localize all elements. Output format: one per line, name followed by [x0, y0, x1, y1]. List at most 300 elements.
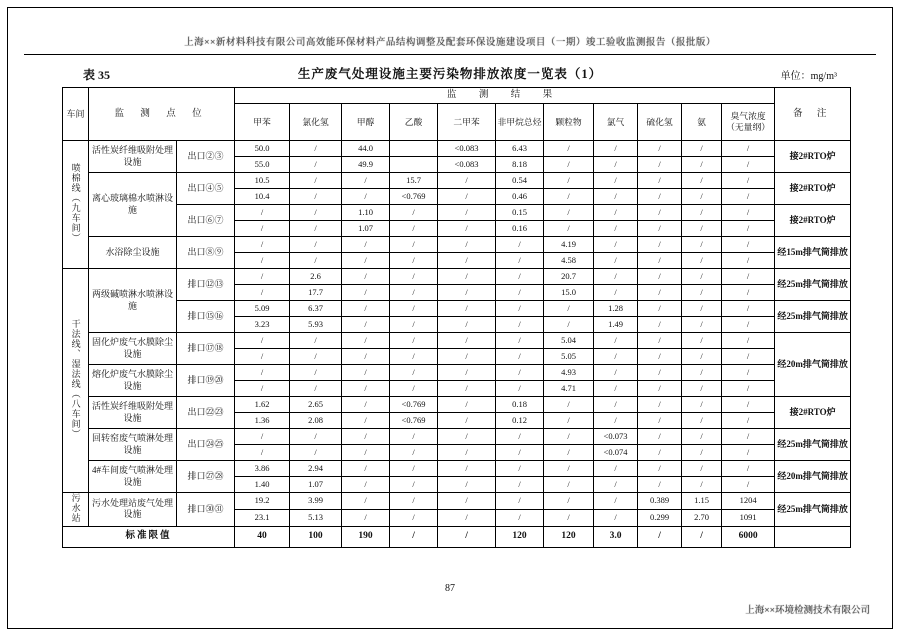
value-cell: /: [638, 461, 682, 477]
value-cell: /: [290, 157, 342, 173]
value-cell: /: [682, 253, 722, 269]
value-cell: /: [722, 189, 775, 205]
value-cell: /: [342, 317, 390, 333]
value-cell: /: [342, 349, 390, 365]
outlet-cell: 排口⑰⑱: [177, 333, 235, 365]
value-cell: /: [390, 269, 438, 285]
value-cell: /: [638, 381, 682, 397]
value-cell: /: [722, 365, 775, 381]
value-cell: /: [682, 317, 722, 333]
value-cell: /: [290, 221, 342, 237]
remark-cell: 经25m排气筒排放: [775, 429, 851, 461]
value-cell: /: [496, 349, 544, 365]
value-cell: /: [290, 445, 342, 461]
value-cell: <0.769: [390, 189, 438, 205]
value-cell: /: [390, 381, 438, 397]
value-cell: /: [682, 141, 722, 157]
value-cell: /: [342, 397, 390, 413]
outlet-cell: 排口㉚㉛: [177, 493, 235, 527]
value-cell: 1204: [722, 493, 775, 510]
pollutant-header-particulate: 颗粒物: [544, 104, 594, 141]
value-cell: /: [496, 445, 544, 461]
page-number: 87: [445, 583, 455, 594]
value-cell: /: [722, 429, 775, 445]
value-cell: /: [290, 189, 342, 205]
value-cell: /: [638, 349, 682, 365]
value-cell: 0.16: [496, 221, 544, 237]
value-cell: /: [682, 461, 722, 477]
value-cell: /: [390, 477, 438, 493]
workshop-cell: [63, 269, 89, 493]
value-cell: /: [235, 333, 290, 349]
value-cell: [390, 141, 438, 157]
value-cell: /: [722, 253, 775, 269]
table-head: [63, 88, 851, 141]
value-cell: /: [722, 381, 775, 397]
value-cell: /: [638, 141, 682, 157]
value-cell: /: [722, 285, 775, 301]
value-cell: /: [438, 333, 496, 349]
value-cell: /: [438, 205, 496, 221]
value-cell: /: [722, 141, 775, 157]
table-row: [63, 237, 851, 253]
value-cell: [390, 157, 438, 173]
limit-value: 3.0: [594, 526, 638, 547]
table-body: [63, 141, 851, 527]
value-cell: /: [438, 397, 496, 413]
value-cell: /: [544, 157, 594, 173]
value-cell: /: [438, 269, 496, 285]
value-cell: /: [594, 493, 638, 510]
value-cell: /: [544, 397, 594, 413]
limit-value: 100: [290, 526, 342, 547]
value-cell: /: [438, 301, 496, 317]
value-cell: /: [638, 189, 682, 205]
value-cell: /: [594, 509, 638, 526]
value-cell: /: [496, 317, 544, 333]
value-cell: 2.08: [290, 413, 342, 429]
value-cell: 1.40: [235, 477, 290, 493]
value-cell: 44.0: [342, 141, 390, 157]
value-cell: /: [438, 221, 496, 237]
value-cell: /: [235, 269, 290, 285]
remark-cell: 经25m排气筒排放: [775, 301, 851, 333]
pollutant-header-nmhc: 非甲烷总烃: [496, 104, 544, 141]
value-cell: 1.15: [682, 493, 722, 510]
value-cell: /: [496, 237, 544, 253]
workshop-cell: [63, 493, 89, 527]
value-cell: /: [544, 413, 594, 429]
table-row: [63, 397, 851, 413]
remark-cell: 接2#RTO炉: [775, 173, 851, 205]
value-cell: /: [594, 253, 638, 269]
value-cell: /: [290, 173, 342, 189]
value-cell: /: [594, 157, 638, 173]
value-cell: /: [544, 317, 594, 333]
value-cell: /: [342, 445, 390, 461]
pollutant-header-xylene: 二甲苯: [438, 104, 496, 141]
device-cell: 离心玻璃棉水喷淋设施: [89, 173, 177, 237]
value-cell: /: [638, 301, 682, 317]
pollutant-header-odor: 臭气浓度（无量纲）: [722, 104, 775, 141]
value-cell: /: [290, 253, 342, 269]
limit-value: 120: [544, 526, 594, 547]
value-cell: /: [496, 509, 544, 526]
remark-column-header: 备 注: [775, 88, 851, 141]
value-cell: /: [438, 429, 496, 445]
value-cell: /: [682, 365, 722, 381]
header-row-1: [63, 88, 851, 104]
value-cell: /: [722, 301, 775, 317]
page-border: [7, 7, 893, 629]
monitor-point-header: 监 测 点 位: [89, 88, 235, 141]
value-cell: /: [342, 301, 390, 317]
document-header: 上海××新材料科技有限公司高效能环保材料产品结构调整及配套环保设施建设项目（一期）竣工验收监测报告（报批版）: [184, 38, 716, 48]
value-cell: /: [544, 493, 594, 510]
limit-value: /: [682, 526, 722, 547]
value-cell: /: [342, 413, 390, 429]
value-cell: 2.6: [290, 269, 342, 285]
value-cell: /: [342, 173, 390, 189]
value-cell: /: [544, 189, 594, 205]
value-cell: /: [682, 349, 722, 365]
value-cell: /: [638, 365, 682, 381]
pollutant-header-ammonia: 氨: [682, 104, 722, 141]
value-cell: /: [544, 221, 594, 237]
value-cell: /: [638, 221, 682, 237]
value-cell: /: [722, 205, 775, 221]
emission-table: [62, 87, 851, 548]
limit-value: 6000: [722, 526, 775, 547]
value-cell: 15.0: [544, 285, 594, 301]
value-cell: /: [682, 413, 722, 429]
value-cell: /: [342, 461, 390, 477]
value-cell: /: [722, 397, 775, 413]
remark-cell: 经15m排气筒排放: [775, 237, 851, 269]
outlet-cell: 出口②③: [177, 141, 235, 173]
limit-value: 120: [496, 526, 544, 547]
value-cell: /: [438, 461, 496, 477]
value-cell: 5.93: [290, 317, 342, 333]
workshop-column-header: 车间: [63, 88, 89, 141]
value-cell: /: [638, 429, 682, 445]
table-row: [63, 301, 851, 317]
value-cell: 1.49: [594, 317, 638, 333]
value-cell: /: [235, 381, 290, 397]
value-cell: /: [544, 141, 594, 157]
value-cell: 10.4: [235, 189, 290, 205]
pollutant-header-hcl: 氯化氢: [290, 104, 342, 141]
value-cell: /: [235, 429, 290, 445]
limit-value: /: [638, 526, 682, 547]
value-cell: 6.43: [496, 141, 544, 157]
outlet-cell: 排口⑲⑳: [177, 365, 235, 397]
value-cell: /: [235, 349, 290, 365]
value-cell: 50.0: [235, 141, 290, 157]
value-cell: /: [722, 477, 775, 493]
remark-cell: 接2#RTO炉: [775, 205, 851, 237]
value-cell: /: [722, 269, 775, 285]
value-cell: /: [496, 301, 544, 317]
value-cell: 15.7: [390, 173, 438, 189]
value-cell: /: [594, 413, 638, 429]
value-cell: 17.7: [290, 285, 342, 301]
value-cell: /: [390, 349, 438, 365]
value-cell: /: [594, 477, 638, 493]
value-cell: /: [682, 477, 722, 493]
value-cell: 0.299: [638, 509, 682, 526]
value-cell: /: [342, 237, 390, 253]
value-cell: /: [722, 157, 775, 173]
value-cell: /: [235, 365, 290, 381]
value-cell: /: [594, 285, 638, 301]
value-cell: /: [342, 493, 390, 510]
value-cell: 1091: [722, 509, 775, 526]
value-cell: /: [496, 333, 544, 349]
value-cell: /: [594, 173, 638, 189]
value-cell: /: [638, 477, 682, 493]
value-cell: /: [390, 221, 438, 237]
value-cell: /: [438, 253, 496, 269]
value-cell: 4.19: [544, 237, 594, 253]
device-cell: 污水处理站废气处理设施: [89, 493, 177, 527]
value-cell: /: [594, 333, 638, 349]
value-cell: /: [682, 301, 722, 317]
value-cell: /: [594, 397, 638, 413]
value-cell: 23.1: [235, 509, 290, 526]
value-cell: 1.36: [235, 413, 290, 429]
remark-cell: 经25m排气筒排放: [775, 269, 851, 301]
value-cell: /: [682, 221, 722, 237]
value-cell: /: [544, 445, 594, 461]
value-cell: /: [342, 333, 390, 349]
value-cell: 0.15: [496, 205, 544, 221]
value-cell: 1.07: [342, 221, 390, 237]
table-row: [63, 205, 851, 221]
value-cell: /: [342, 509, 390, 526]
value-cell: /: [594, 381, 638, 397]
workshop-cell: [63, 141, 89, 269]
value-cell: /: [438, 381, 496, 397]
table-row: [63, 269, 851, 285]
remark-cell: 经25m排气筒排放: [775, 493, 851, 527]
value-cell: /: [594, 237, 638, 253]
value-cell: /: [594, 189, 638, 205]
value-cell: /: [682, 429, 722, 445]
value-cell: /: [496, 477, 544, 493]
value-cell: 0.389: [638, 493, 682, 510]
value-cell: /: [438, 477, 496, 493]
value-cell: /: [235, 221, 290, 237]
limit-row: [63, 526, 851, 547]
value-cell: 0.54: [496, 173, 544, 189]
remark-cell: 经20m排气筒排放: [775, 333, 851, 397]
value-cell: /: [722, 445, 775, 461]
value-cell: /: [682, 445, 722, 461]
value-cell: /: [390, 317, 438, 333]
value-cell: /: [390, 333, 438, 349]
value-cell: /: [290, 141, 342, 157]
value-cell: /: [682, 397, 722, 413]
value-cell: /: [594, 141, 638, 157]
outlet-cell: 出口⑥⑦: [177, 205, 235, 237]
value-cell: /: [544, 509, 594, 526]
value-cell: /: [638, 285, 682, 301]
value-cell: /: [638, 205, 682, 221]
value-cell: /: [290, 381, 342, 397]
limit-value: 40: [235, 526, 290, 547]
table-row: [63, 141, 851, 157]
value-cell: /: [496, 429, 544, 445]
value-cell: /: [638, 253, 682, 269]
result-group-header: 监 测 结 果: [235, 88, 775, 104]
value-cell: /: [496, 365, 544, 381]
value-cell: 0.46: [496, 189, 544, 205]
value-cell: 3.86: [235, 461, 290, 477]
pollutant-header-toluene: 甲苯: [235, 104, 290, 141]
value-cell: 5.05: [544, 349, 594, 365]
value-cell: /: [438, 173, 496, 189]
limit-value: /: [390, 526, 438, 547]
value-cell: 0.18: [496, 397, 544, 413]
value-cell: /: [594, 269, 638, 285]
workshop-label: 污水站: [70, 493, 81, 523]
device-cell: 活性炭纤维吸附处理设施: [89, 141, 177, 173]
value-cell: 4.58: [544, 253, 594, 269]
device-cell: 熔化炉废气水膜除尘设施: [89, 365, 177, 397]
value-cell: 0.12: [496, 413, 544, 429]
value-cell: /: [682, 157, 722, 173]
value-cell: 55.0: [235, 157, 290, 173]
value-cell: /: [235, 445, 290, 461]
value-cell: <0.083: [438, 141, 496, 157]
outlet-cell: 出口④⑤: [177, 173, 235, 205]
value-cell: 3.23: [235, 317, 290, 333]
value-cell: /: [722, 333, 775, 349]
table-foot: [63, 526, 851, 547]
value-cell: /: [290, 365, 342, 381]
value-cell: 2.65: [290, 397, 342, 413]
value-cell: /: [438, 509, 496, 526]
value-cell: /: [544, 461, 594, 477]
value-cell: /: [544, 173, 594, 189]
value-cell: /: [682, 333, 722, 349]
value-cell: /: [594, 205, 638, 221]
value-cell: 19.2: [235, 493, 290, 510]
value-cell: /: [438, 237, 496, 253]
outlet-cell: 出口㉒㉓: [177, 397, 235, 429]
value-cell: /: [594, 365, 638, 381]
unit-label: 单位：mg/m³: [780, 71, 837, 82]
value-cell: /: [638, 445, 682, 461]
value-cell: /: [390, 237, 438, 253]
workshop-label: 喷棉线（九车间）: [70, 163, 81, 244]
value-cell: /: [682, 205, 722, 221]
value-cell: /: [682, 237, 722, 253]
value-cell: /: [496, 493, 544, 510]
value-cell: <0.074: [594, 445, 638, 461]
title-row: [8, 64, 892, 84]
value-cell: /: [638, 317, 682, 333]
value-cell: /: [722, 221, 775, 237]
value-cell: /: [638, 173, 682, 189]
value-cell: 49.9: [342, 157, 390, 173]
value-cell: /: [390, 365, 438, 381]
value-cell: /: [682, 381, 722, 397]
device-cell: 固化炉废气水膜除尘设施: [89, 333, 177, 365]
value-cell: /: [496, 269, 544, 285]
footer-company: 上海××环境检测技术有限公司: [745, 606, 870, 616]
value-cell: 4.71: [544, 381, 594, 397]
value-cell: /: [235, 237, 290, 253]
value-cell: 2.94: [290, 461, 342, 477]
value-cell: /: [290, 205, 342, 221]
device-cell: 水浴除尘设施: [89, 237, 177, 269]
outlet-cell: 排口⑮⑯: [177, 301, 235, 333]
value-cell: 5.04: [544, 333, 594, 349]
value-cell: 1.10: [342, 205, 390, 221]
value-cell: 1.07: [290, 477, 342, 493]
value-cell: 20.7: [544, 269, 594, 285]
value-cell: /: [342, 269, 390, 285]
page-title: 生产废气处理设施主要污染物排放浓度一览表（1）: [297, 67, 603, 81]
value-cell: /: [290, 349, 342, 365]
value-cell: /: [290, 237, 342, 253]
table-row: [63, 333, 851, 349]
value-cell: /: [594, 461, 638, 477]
value-cell: /: [544, 477, 594, 493]
value-cell: /: [638, 237, 682, 253]
value-cell: /: [290, 333, 342, 349]
value-cell: /: [390, 429, 438, 445]
value-cell: /: [722, 317, 775, 333]
limit-remark: [775, 526, 851, 547]
value-cell: /: [544, 301, 594, 317]
value-cell: /: [390, 461, 438, 477]
outlet-cell: 出口㉔㉕: [177, 429, 235, 461]
device-cell: 两级碱喷淋水喷淋设施: [89, 269, 177, 333]
value-cell: 4.93: [544, 365, 594, 381]
value-cell: /: [496, 381, 544, 397]
value-cell: 8.18: [496, 157, 544, 173]
value-cell: /: [235, 253, 290, 269]
value-cell: /: [235, 285, 290, 301]
value-cell: 6.37: [290, 301, 342, 317]
value-cell: /: [496, 253, 544, 269]
header-rule: [24, 54, 876, 55]
value-cell: 1.28: [594, 301, 638, 317]
value-cell: /: [544, 429, 594, 445]
value-cell: /: [438, 413, 496, 429]
remark-cell: 接2#RTO炉: [775, 141, 851, 173]
value-cell: /: [390, 493, 438, 510]
pollutant-header-methanol: 甲醇: [342, 104, 390, 141]
value-cell: <0.769: [390, 397, 438, 413]
value-cell: /: [682, 285, 722, 301]
value-cell: /: [722, 349, 775, 365]
device-cell: 4#车间废气喷淋处理设施: [89, 461, 177, 493]
value-cell: 3.99: [290, 493, 342, 510]
value-cell: 5.09: [235, 301, 290, 317]
value-cell: /: [638, 413, 682, 429]
value-cell: /: [722, 413, 775, 429]
pollutant-header-h2s: 硫化氢: [638, 104, 682, 141]
table-row: [63, 365, 851, 381]
value-cell: /: [438, 285, 496, 301]
value-cell: /: [638, 269, 682, 285]
value-cell: /: [438, 365, 496, 381]
value-cell: /: [390, 509, 438, 526]
